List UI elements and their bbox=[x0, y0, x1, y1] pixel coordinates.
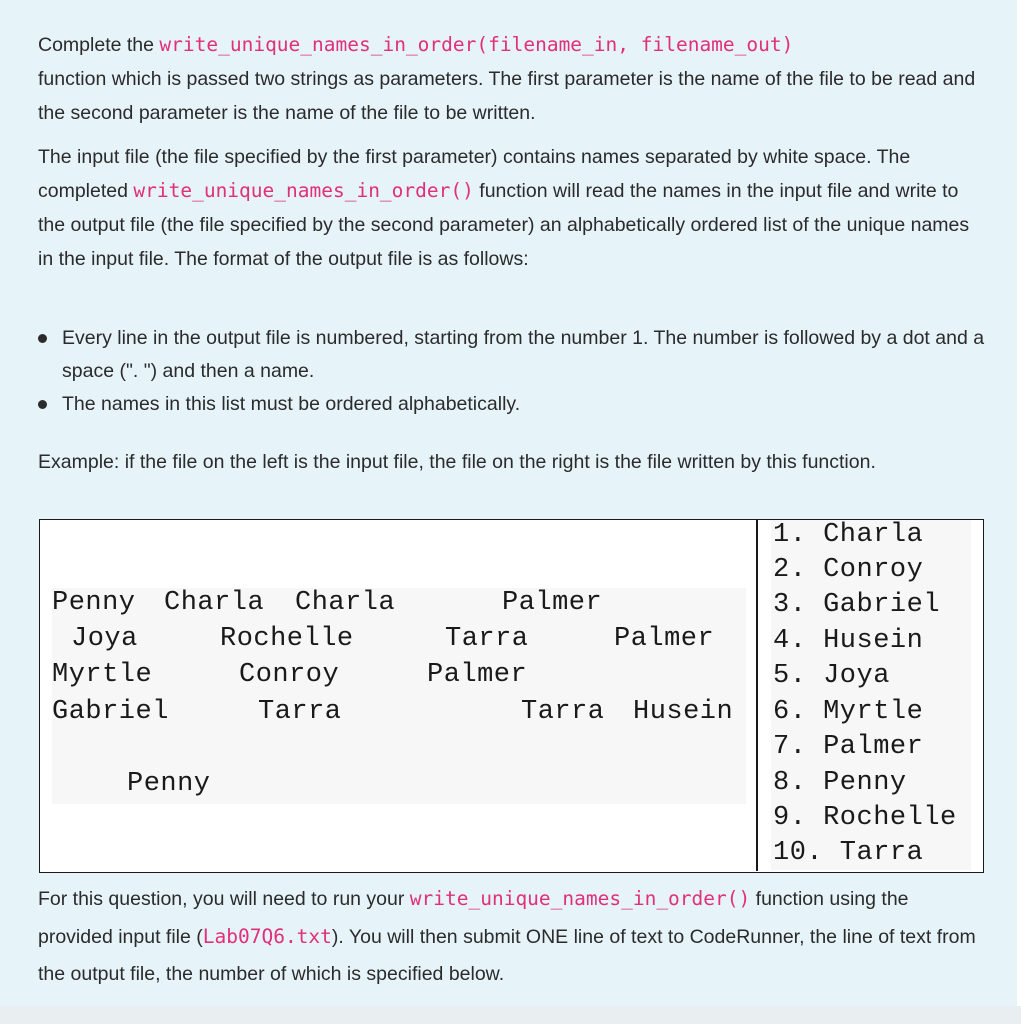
function-signature: write_unique_names_in_order(filename_in, filename_out) bbox=[159, 33, 794, 56]
intro-lead: Complete the bbox=[38, 34, 160, 56]
description-paragraph bbox=[38, 140, 988, 276]
closing-part3: ). You will then submit ONE line of text to CodeRunner, the line of text from the output file, the number of which is specified below. bbox=[38, 926, 976, 985]
input-word: Tarra bbox=[521, 697, 605, 727]
page-bottom-edge bbox=[0, 1006, 1021, 1024]
output-line: 9. Rochelle bbox=[773, 803, 957, 833]
input-word: Gabriel bbox=[52, 697, 169, 727]
output-line: 5. Joya bbox=[773, 661, 890, 691]
output-line: 3. Gabriel bbox=[773, 590, 941, 620]
description-part1: The input file (the file specified by the first parameter) contains names separated by white space. The completed bbox=[38, 146, 911, 202]
function-name: write_unique_names_in_order() bbox=[133, 179, 474, 202]
output-line: 1. Charla bbox=[773, 520, 924, 550]
input-word: Palmer bbox=[614, 624, 715, 654]
description-part2: function will read the names in the input file and write to the output file (the file specified by the second parameter) an alphabetically ordered list of the unique names in the input file. The format of the output file is as follows: bbox=[38, 180, 970, 270]
format-rules-list bbox=[38, 322, 988, 421]
output-line: 2. Conroy bbox=[773, 555, 924, 585]
example-intro: Example: if the file on the left is the input file, the file on the right is the file written by this function. bbox=[38, 451, 876, 473]
input-word: Palmer bbox=[427, 660, 528, 690]
format-rule: The names in this list must be ordered alphabetically. bbox=[38, 388, 988, 421]
input-word: Myrtle bbox=[52, 660, 153, 690]
input-word: Conroy bbox=[239, 660, 340, 690]
closing-part2: function using the provided input file ( bbox=[38, 888, 909, 948]
closing-part1: For this question, you will need to run your bbox=[38, 888, 410, 910]
output-line: 8. Penny bbox=[773, 768, 907, 798]
input-word: Rochelle bbox=[220, 624, 354, 654]
example-table bbox=[39, 519, 984, 873]
input-filename: Lab07Q6.txt bbox=[202, 925, 332, 948]
output-line: 10. Tarra bbox=[773, 838, 924, 868]
closing-paragraph bbox=[38, 880, 988, 993]
format-rule: Every line in the output file is numbered, starting from the number 1. The number is followed by a dot and a space (". ") and then a name. bbox=[38, 322, 988, 388]
input-word: Tarra bbox=[258, 697, 342, 727]
input-word: Charla bbox=[295, 588, 396, 618]
function-name: write_unique_names_in_order() bbox=[409, 887, 751, 910]
input-word: Penny bbox=[127, 769, 211, 799]
input-word: Tarra bbox=[445, 624, 529, 654]
intro-paragraph bbox=[38, 28, 988, 130]
input-word: Palmer bbox=[502, 588, 603, 618]
input-word: Joya bbox=[71, 624, 138, 654]
output-line: 6. Myrtle bbox=[773, 697, 924, 727]
example-divider bbox=[756, 520, 758, 871]
intro-rest: function which is passed two strings as parameters. The first parameter is the name of the file to be read and the second parameter is the name of the file to be written. bbox=[38, 68, 976, 124]
input-word: Husein bbox=[633, 697, 734, 727]
output-line: 4. Husein bbox=[773, 626, 924, 656]
output-line: 7. Palmer bbox=[773, 732, 924, 762]
input-word: Charla bbox=[164, 588, 265, 618]
input-word: Penny bbox=[52, 588, 136, 618]
